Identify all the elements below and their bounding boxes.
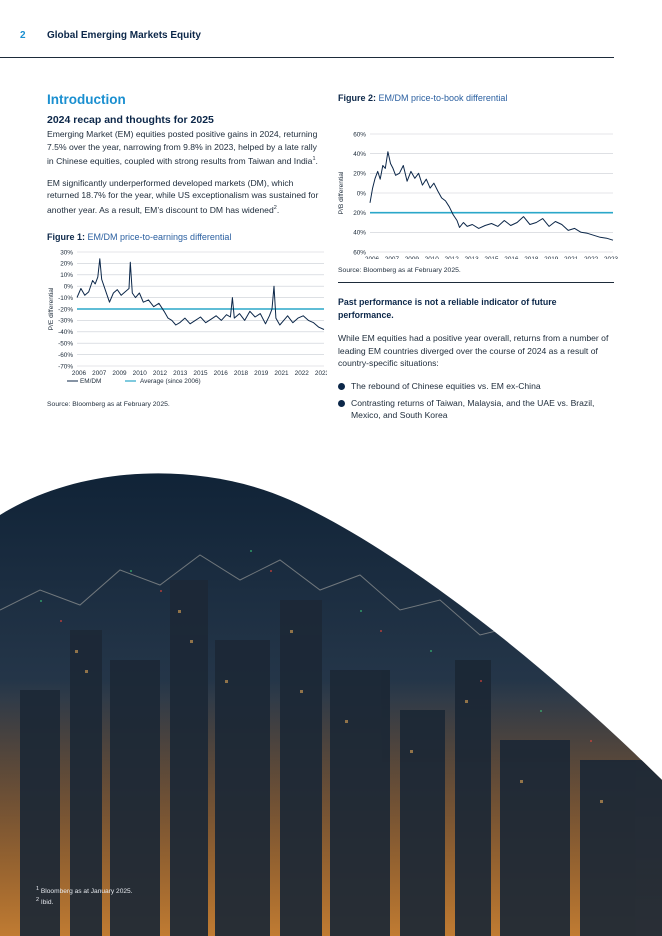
x-tick-label <box>564 256 579 259</box>
x-tick-label: 2019 <box>254 370 269 378</box>
right-column <box>338 92 614 427</box>
series-line-emdm <box>370 152 613 241</box>
pe-chart-svg <box>47 246 327 392</box>
pb-chart-svg <box>338 109 618 259</box>
left-column <box>47 92 326 409</box>
y-tick-label: -10% <box>58 295 73 303</box>
y-tick-label: 60% <box>353 131 366 139</box>
y-tick-label: 0% <box>356 190 366 198</box>
figure-1-chart <box>47 246 326 397</box>
list-item: Contrasting returns of Taiwan, Malaysia, and the UAE vs. Brazil, Mexico, and South Korea <box>338 398 614 421</box>
y-tick-label: 0% <box>63 283 73 291</box>
bullet-icon <box>338 400 345 407</box>
x-tick-label: 2007 <box>92 370 107 378</box>
figure-2-chart <box>338 109 614 264</box>
x-tick-label: 2013 <box>173 370 188 378</box>
disclaimer: Past performance is not a reliable indicator of future performance. <box>338 297 557 320</box>
y-tick-label: -60% <box>58 352 73 360</box>
x-tick-label: 202 <box>314 370 326 378</box>
list-item: The rebound of Chinese equities vs. EM ex-China <box>338 381 614 393</box>
city-skyline-image <box>0 460 662 936</box>
footnote-ref-2: 2 <box>273 204 277 211</box>
x-tick-label <box>584 256 599 259</box>
legend-label: Average (since 2006) <box>140 378 201 386</box>
page-number: 2 <box>20 30 26 41</box>
figure-1-source: Source: Bloomberg as at February 2025. <box>47 401 170 409</box>
intro-paragraph-2: EM significantly underperformed developed markets (DM), which returned 18.7% for the year, while US exceptionalism was sustained for another year. As a result, EM’s discount to DM has widened$^2$. <box>47 177 319 215</box>
x-tick-label <box>365 256 380 259</box>
x-tick-label: 2012 <box>152 370 168 378</box>
x-tick-label: 2010 <box>132 370 147 378</box>
y-tick-label: 30% <box>60 249 73 257</box>
figure-2-divider <box>338 282 614 283</box>
x-tick-label: 2021 <box>274 370 289 378</box>
y-tick-label: 10% <box>60 272 73 280</box>
y-tick-label: -70% <box>58 363 73 371</box>
figure-2-caption: Figure 2: EM/DM price-to-book differential <box>338 93 508 103</box>
x-tick-label <box>385 256 400 259</box>
figure-2-source: Source: Bloomberg as at February 2025. <box>338 267 461 274</box>
x-tick-label: 2018 <box>233 370 249 378</box>
x-tick-label <box>464 256 479 259</box>
figure-1-caption: Figure 1: EM/DM price-to-earnings differential <box>47 232 232 243</box>
x-tick-label <box>445 256 460 259</box>
x-tick-label: 2009 <box>112 370 127 378</box>
footnote-1: $^1$ Bloomberg as at January 2025. <box>36 886 133 896</box>
x-tick-label <box>504 256 519 259</box>
y-axis-label: P/E differential <box>48 287 55 331</box>
bullet-icon <box>338 383 345 390</box>
intro-paragraph-1: Emerging Market (EM) equities posted positive gains in 2024, returning 7.5% over the year, narrowing from 9.8% in 2023, helped by a late rally in Chinese equities, coupled with strong results from Taiwan and India$^1$. <box>47 129 318 167</box>
x-tick-label <box>524 256 539 259</box>
x-tick-label: 2016 <box>213 370 228 378</box>
y-tick-label: 20% <box>353 170 366 178</box>
y-tick-label: 40% <box>353 229 366 237</box>
y-tick-label: 20% <box>353 209 366 217</box>
x-tick-label <box>484 256 499 259</box>
header-divider <box>0 57 614 58</box>
y-tick-label: -50% <box>58 340 73 348</box>
document-title: Global Emerging Markets Equity <box>47 30 201 41</box>
y-tick-label: -40% <box>58 329 73 337</box>
legend-label: EM/DM <box>80 378 102 386</box>
y-tick-label: -20% <box>58 306 73 314</box>
series-line-emdm <box>77 259 324 330</box>
y-tick-label: 60% <box>353 249 366 257</box>
x-tick-label: 2022 <box>294 370 309 378</box>
body-paragraph-3: While EM equities had a positive year overall, returns from a number of leading EM countries diverged over the course of 2024 as a result of country-specific situations: <box>338 333 609 369</box>
section-subheading: 2024 recap and thoughts for 2025 <box>47 114 214 126</box>
x-tick-label: 2015 <box>193 370 208 378</box>
x-tick-label <box>425 256 440 259</box>
y-tick-label: 40% <box>353 150 366 158</box>
bullet-list <box>338 381 614 422</box>
y-axis-label: P/B differential <box>338 171 345 215</box>
x-tick-label: 2006 <box>71 370 87 378</box>
section-heading: Introduction <box>47 92 126 107</box>
x-tick-label <box>604 256 618 259</box>
y-tick-label: 20% <box>60 260 73 268</box>
x-tick-label <box>405 256 420 259</box>
footnote-ref-1: 1 <box>312 156 316 163</box>
x-tick-label <box>544 256 559 259</box>
y-tick-label: -30% <box>58 317 73 325</box>
footnote-2: $^2$ Ibid. <box>36 897 54 907</box>
